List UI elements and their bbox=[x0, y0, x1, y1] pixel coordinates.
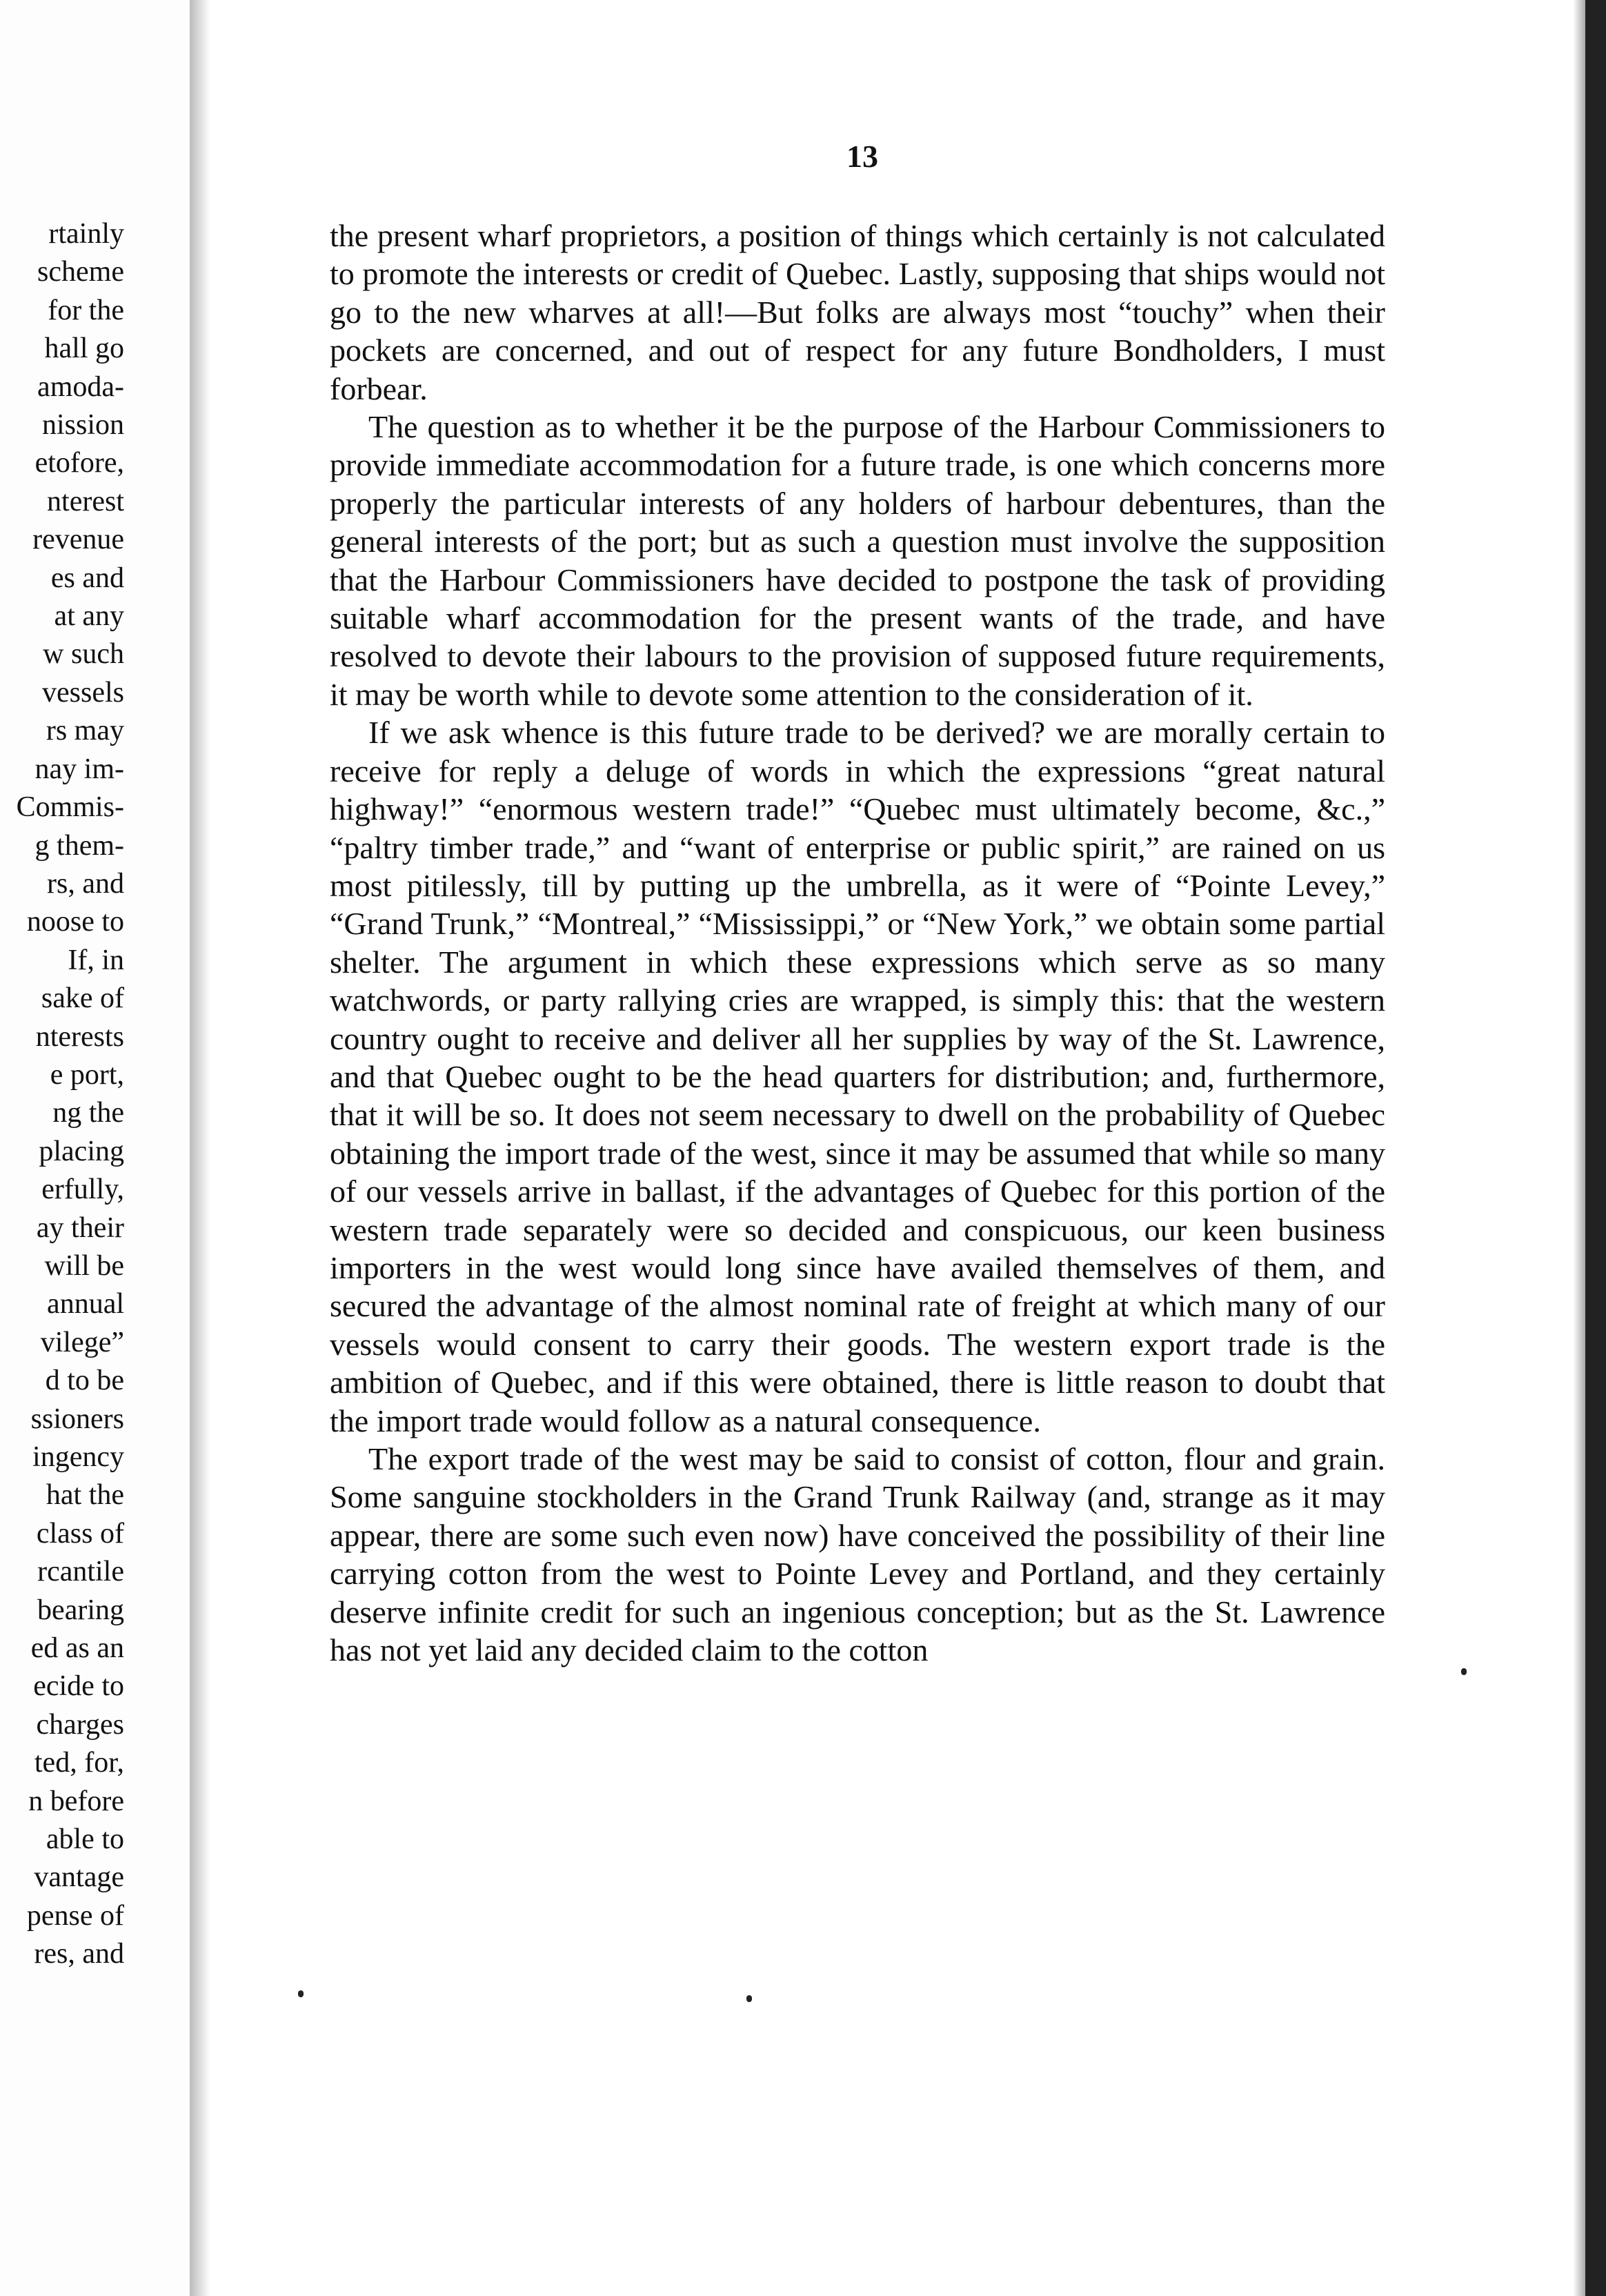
previous-page-line: n before bbox=[28, 1785, 124, 1817]
previous-page-line: res, and bbox=[34, 1938, 124, 1970]
previous-page-line: nterest bbox=[47, 485, 124, 517]
previous-page-line: ng the bbox=[52, 1097, 124, 1129]
previous-page-line: nission bbox=[41, 409, 124, 442]
scan-speck bbox=[298, 1990, 304, 1997]
right-scan-border bbox=[1585, 0, 1606, 2296]
previous-page-line: class of bbox=[36, 1517, 124, 1550]
previous-page-line: placing bbox=[39, 1135, 124, 1167]
previous-page-line: d to be bbox=[45, 1365, 124, 1397]
scan-speck bbox=[746, 1995, 752, 2002]
previous-page-line: charges bbox=[36, 1708, 124, 1741]
previous-page-edge bbox=[0, 0, 197, 2296]
previous-page-line: nay im- bbox=[34, 753, 124, 785]
previous-page-line: hat the bbox=[46, 1479, 124, 1512]
scan-speck bbox=[1461, 1668, 1467, 1675]
previous-page-line: If, in bbox=[68, 944, 124, 976]
previous-page-line: bearing bbox=[37, 1594, 124, 1626]
page-body bbox=[330, 217, 1385, 1669]
previous-page-line: erfully, bbox=[41, 1174, 124, 1206]
previous-page-text bbox=[0, 215, 124, 1974]
previous-page-line: rs may bbox=[46, 715, 124, 747]
previous-page-line: hall go bbox=[44, 333, 124, 365]
previous-page-line: ted, for, bbox=[34, 1747, 124, 1779]
previous-page-line: rcantile bbox=[37, 1556, 124, 1588]
previous-page-line: for the bbox=[48, 294, 124, 326]
previous-page-line: nterests bbox=[35, 1020, 124, 1053]
paragraph-3: If we ask whence is this future trade to be derived? we are morally certain to receive for reply a deluge of words in which the expressions “great natural highway!” “enormous western trade!” “Quebec must ultimately become, &c.,” “paltry timber trade,” and “want of enterprise or public spirit,” are rained on us most pitilessly, till by putting up the umbrella, as it were of “Pointe Levey,” “Grand Trunk,” “Montreal,” “Mississippi,” or “New York,” we obtain some partial shelter. The argument in which these expressions which serve as so many watchwords, or party rallying cries are wrapped, is simply this: that the western country ought to receive and deliver all her supplies by way of the St. Lawrence, and that Quebec ought to be the head quarters for distribution; and, furthermore, that it will be so. It does not seem necessary to dwell on the probability of Quebec obtaining the import trade of the west, since it may be assumed that while so many of our vessels arrive in ballast, if the advantages of Quebec for this portion of the western trade separately were so decided and conspicuous, our keen business importers in the west would long since have availed themselves of them, and secured the advantage of the almost nominal rate of freight at which many of our vessels would consent to carry their goods. The western export trade is the ambition of Quebec, and if this were obtained, there is little reason to doubt that the import trade would follow as a natural consequence. bbox=[330, 715, 1385, 1438]
previous-page-line: ay their bbox=[36, 1211, 124, 1244]
previous-page-line: revenue bbox=[32, 524, 124, 556]
previous-page-line: w such bbox=[43, 638, 124, 671]
previous-page-line: noose to bbox=[26, 906, 124, 938]
previous-page-line: vilege” bbox=[40, 1326, 124, 1358]
previous-page-line: vantage bbox=[34, 1861, 124, 1894]
paragraph-1: the present wharf proprietors, a position of things which certainly is not calculated to promote the interests or credit of Quebec. Lastly, supposing that ships would not go to the new wharves at all!—But folks are always most “touchy” when their pockets are concerned, and out of respect for any future Bondholders, I must forbear. bbox=[330, 218, 1385, 406]
previous-page-line: ecide to bbox=[33, 1670, 124, 1703]
previous-page-line: vessels bbox=[42, 676, 124, 709]
paragraph-4: The export trade of the west may be said to consist of cotton, flour and grain. Some sanguine stockholders in the Grand Trunk Railway (and, strange as it may appear, there are some such even now) have conceived the possibility of their line carrying cotton from the west to Pointe Levey and Portland, and they certainly deserve infinite credit for such an ingenious conception; but as the St. Lawrence has not yet laid any decided claim to the cotton bbox=[330, 1441, 1385, 1668]
previous-page-line: Commis- bbox=[16, 791, 124, 824]
previous-page-line: sake of bbox=[41, 982, 124, 1015]
previous-page-line: e port, bbox=[50, 1058, 124, 1091]
previous-page-line: will be bbox=[44, 1249, 124, 1282]
previous-page-line: etofore, bbox=[34, 447, 124, 479]
previous-page-line: ssioners bbox=[30, 1403, 124, 1435]
previous-page-line: ingency bbox=[32, 1441, 124, 1473]
previous-page-line: amoda- bbox=[37, 370, 124, 403]
previous-page-line: rs, and bbox=[47, 867, 124, 900]
previous-page-line: g them- bbox=[34, 829, 124, 862]
page-number: 13 bbox=[846, 139, 878, 174]
previous-page-line: ed as an bbox=[30, 1632, 124, 1665]
paragraph-2: The question as to whether it be the purpose of the Harbour Commissioners to provide immediate accommodation for a future trade, is one which concerns more properly the particular interests of any holders of harbour debentures, than the general interests of the port; but as such a question must involve the supposition that the Harbour Commissioners have decided to postpone the task of providing suitable wharf accommodation for the present wants of the trade, and have resolved to devote their labours to the provision of supposed future requirements, it may be worth while to devote some attention to the consideration of it. bbox=[330, 409, 1385, 712]
previous-page-line: rtainly bbox=[48, 218, 124, 250]
previous-page-line: able to bbox=[46, 1823, 124, 1856]
previous-page-line: annual bbox=[47, 1288, 124, 1320]
previous-page-line: es and bbox=[50, 562, 124, 594]
previous-page-line: at any bbox=[54, 600, 124, 633]
previous-page-line: pense of bbox=[26, 1899, 124, 1932]
right-page-shadow bbox=[1573, 0, 1585, 2296]
gutter-shadow bbox=[190, 0, 210, 2296]
previous-page-line: scheme bbox=[37, 256, 124, 288]
